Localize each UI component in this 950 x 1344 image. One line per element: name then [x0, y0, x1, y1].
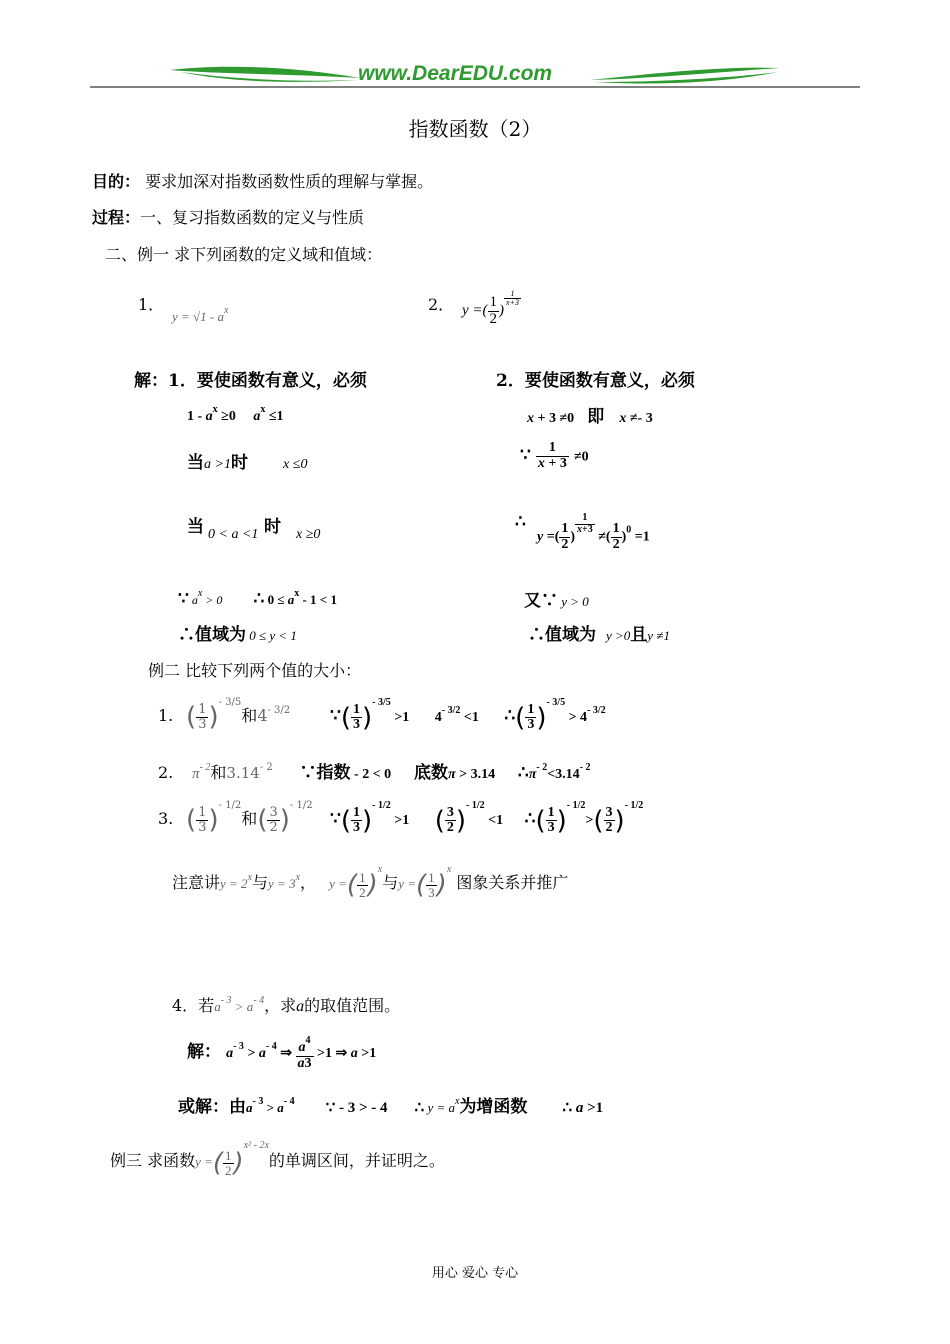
sol2-line2: ∵ $\frac{1}{x + 3}$ ≠0	[520, 440, 589, 471]
ex1-item2: 2．	[428, 295, 455, 314]
sol2-line3: y =( $\frac{1}{2}$ ) $^{\frac{1}{x+3}}$ ≠( $\frac{1}{2}$ )$^0$ =1	[537, 512, 650, 552]
site-logo-text: www.DearEDU.com	[358, 62, 553, 85]
sol2-heading: 2．要使函数有意义，必须	[496, 371, 695, 391]
page-title: 指数函数（2）	[408, 117, 542, 141]
purpose-text: 要求加深对指数函数性质的理解与掌握。	[145, 172, 434, 191]
ex2-row3-sol: ∵( $\frac{1}{3}$ )$^{- 1/2}$ >1 ( $\frac{3}{2}$ )$^{- 1/2}$ <1 ∴( $\frac{1}{3}$ )$^{- 1/2}$>( $\frac{3}{2}$ )$^{- 1/2}$	[330, 800, 644, 836]
process-text: 一、复习指数函数的定义与性质	[140, 208, 365, 227]
page-footer: 用心 爱心 专心	[431, 1266, 519, 1281]
sol1-range: ∴值域为 0 ≤ y < 1	[178, 625, 297, 645]
example2-heading: 例二 比较下列两个值的大小：	[148, 661, 362, 680]
ex2-q4-alt: 或解：由$a^{- 3} > a^{- 4}$ ∵ - 3 > - 4 ∴ $y = a^x$为增函数 ∴ a >1	[178, 1096, 604, 1117]
example1-heading: 二、例一 求下列函数的定义域和值域：	[105, 245, 383, 264]
purpose-line	[92, 169, 433, 192]
ex2-q4: 4．若$a^{- 3} > a^{- 4}$，求a的取值范围。	[172, 995, 401, 1015]
process-label: 过程：	[92, 208, 141, 227]
sol1-case1: 当a >1时 x ≤0	[187, 453, 308, 473]
example3: 例三 求函数y =( $\frac{1}{2}$ )$^{x^2 - 2x}$的单调区间，并证明之。	[110, 1140, 445, 1179]
sol2-line1: x + 3 ≠0 即 x ≠- 3	[527, 407, 653, 427]
sol1-line1: $1 - a^x \ge 0$ $a^x \le 1$	[187, 404, 284, 424]
sol1-heading: 解：1．要使函数有意义，必须	[134, 371, 367, 391]
ex1-item1: 1．	[138, 295, 165, 314]
sol1-case2: 当	[187, 517, 204, 537]
sol1-because: ∵ $a^x > 0$ ∴ $0 \le a^x - 1 < 1$	[178, 588, 337, 609]
sol2-range: ∴值域为 y >0且y ≠1	[528, 625, 670, 645]
ex2-row1-sol: ∵( $\frac{1}{3}$ )$^{- 3/5}$ >1 $4^{- 3/2} <1$ ∴( $\frac{1}{3}$ )$^{- 3/5} > 4^{- 3/2}$	[330, 697, 606, 733]
ex1-formula2: y =( $\frac{1}{2}$ ) $^{\frac{1}{x+3}}$	[462, 289, 519, 327]
sol1-case2-cond: 0 < a <1	[208, 527, 259, 542]
header-banner	[90, 60, 860, 92]
ex2-row3: 3. ( $\frac{1}{3}$ )$^{- 1/2}$和( $\frac{3}{2}$ )$^{- 1/2}$	[158, 800, 313, 835]
process-line	[92, 205, 364, 228]
ex2-note: 注意讲$y = 2^x$与$y = 3^x$， y =( $\frac{1}{2}$ )$^x$与y =( $\frac{1}{3}$ )$^x$ 图象关系并推广	[172, 864, 569, 901]
ex2-row1: 1. ( $\frac{1}{3}$ )$^{- 3/5}$和$4^{- 3/2}$	[158, 697, 291, 732]
sol2-therefore: ∴	[515, 512, 526, 532]
sol1-case2-res: x ≥0	[296, 527, 321, 542]
ex2-row2: 2. $\pi^{- 2}$和$3.14^{- 2}$ ∵指数 - 2 < 0 底数π > 3.14 $\therefore\pi^{- 2}<3.14^{- 2}$	[158, 762, 591, 783]
sol2-also: 又∵ y > 0	[524, 591, 589, 611]
sol1-case2-shi: 时	[264, 517, 281, 537]
ex1-formula1: $y = √1 - a^x$	[172, 305, 229, 324]
purpose-label: 目的：	[92, 172, 141, 191]
ex2-q4-sol: 解： $a^{- 3} > a^{- 4}$ ⇒ $\frac{a^4}{a3}$ >1 ⇒ a >1	[187, 1035, 377, 1071]
